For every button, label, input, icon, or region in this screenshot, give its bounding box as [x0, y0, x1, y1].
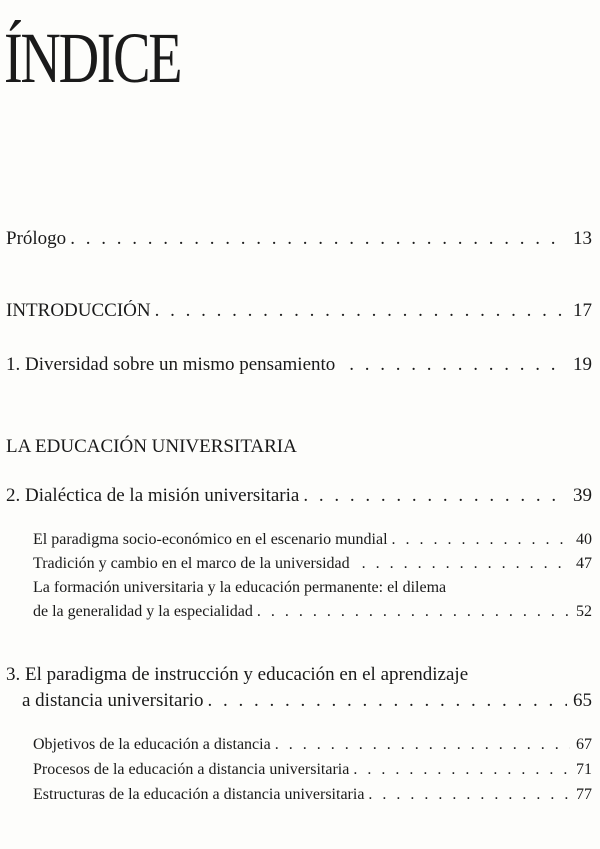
- toc-page-number: 71: [576, 761, 592, 778]
- toc-leader-dots: [257, 603, 570, 621]
- toc-leader-dots: [349, 354, 567, 376]
- toc-subentry: [33, 555, 592, 573]
- toc-leader-dots: [70, 228, 567, 250]
- toc-page-number: 65: [573, 690, 592, 711]
- toc-subentry: [33, 786, 592, 804]
- toc-page-number: 39: [573, 485, 592, 506]
- toc-entry-chapter-3: [22, 690, 592, 712]
- toc-entry-line1: 3. El paradigma de instrucción y educación en el aprendizaje: [6, 664, 469, 685]
- toc-page-number: 19: [573, 354, 592, 375]
- toc-page-number: 77: [576, 786, 592, 803]
- toc-entry-introduccion: [6, 300, 592, 322]
- toc-subentry-line1: La formación universitaria y la educación permanente: el dilema: [33, 579, 447, 596]
- toc-entry-label: 1. Diversidad sobre un mismo pensamiento: [6, 354, 336, 375]
- toc-entry-prologo: [6, 228, 592, 250]
- toc-leader-dots: [368, 786, 570, 804]
- toc-entry-label: 2. Dialéctica de la misión universitaria: [6, 485, 300, 506]
- toc-leader-dots: [208, 690, 568, 712]
- toc-leader-dots: [303, 485, 567, 507]
- toc-leader-dots: [275, 736, 570, 754]
- toc-page-number: 47: [576, 555, 592, 572]
- toc-page-number: 13: [573, 228, 592, 249]
- toc-entry-chapter-2: [6, 485, 592, 507]
- toc-subentry: [33, 761, 592, 779]
- section-title: LA EDUCACIÓN UNIVERSITARIA: [6, 436, 297, 457]
- toc-entry-label: de la generalidad y la especialidad: [33, 603, 253, 620]
- toc-subentry: [33, 531, 592, 549]
- page-title: ÍNDICE: [4, 18, 181, 98]
- toc-subentry: [33, 736, 592, 754]
- toc-leader-dots: [353, 761, 570, 779]
- toc-entry-label: Tradición y cambio en el marco de la universidad: [33, 555, 350, 572]
- toc-page-number: 52: [576, 603, 592, 620]
- toc-leader-dots: [155, 300, 567, 322]
- toc-entry-label: Procesos de la educación a distancia universitaria: [33, 761, 350, 778]
- toc-entry-label: Objetivos de la educación a distancia: [33, 736, 271, 753]
- toc-leader-dots: [362, 555, 570, 573]
- toc-leader-dots: [392, 531, 570, 549]
- toc-entry-label: Estructuras de la educación a distancia universitaria: [33, 786, 365, 803]
- toc-page-number: 17: [573, 300, 592, 321]
- toc-entry-label: a distancia universitario: [22, 690, 204, 711]
- toc-entry-label: INTRODUCCIÓN: [6, 300, 151, 321]
- toc-page-number: 40: [576, 531, 592, 548]
- toc-entry-label: Prólogo: [6, 228, 67, 249]
- toc-entry-chapter-1: [6, 354, 592, 376]
- toc-entry-label: El paradigma socio-económico en el escenario mundial: [33, 531, 388, 548]
- toc-subentry: [33, 603, 592, 621]
- toc-page-number: 67: [576, 736, 592, 753]
